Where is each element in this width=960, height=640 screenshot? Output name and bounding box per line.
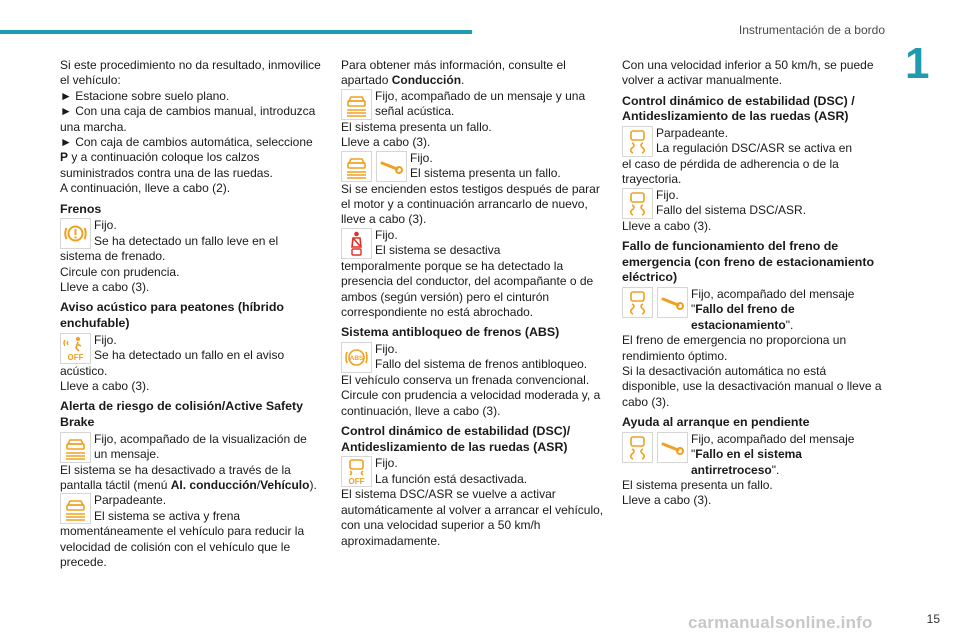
indicator-row <box>341 151 604 182</box>
section-title-colision: Alerta de riesgo de colisión/Active Safety Brake <box>60 399 304 430</box>
text: Circule con prudencia. <box>60 264 180 279</box>
indicator-row <box>622 287 885 333</box>
text: El sistema presenta un fallo. <box>622 478 773 493</box>
collision-alert-icon <box>341 89 372 120</box>
indicator-row <box>60 218 323 249</box>
text: Parpadeante. <box>656 126 729 140</box>
text: Fallo del sistema DSC/ASR. <box>656 203 807 218</box>
text: el caso de pérdida de adherencia o de la trayectoria. <box>622 157 839 187</box>
text: Lleve a cabo (3). <box>60 280 150 295</box>
dsc-icon <box>622 126 653 157</box>
paragraph: Con una velocidad inferior a 50 km/h, se puede volver a activar manualmente. <box>622 58 874 88</box>
dsc-off-icon <box>341 456 372 487</box>
paragraph: Si este procedimiento no da resultado, inmovilice el vehículo: <box>60 58 321 88</box>
indicator-row <box>341 456 604 487</box>
dsc-icon <box>622 188 653 219</box>
text: Se ha detectado un fallo en el aviso <box>94 348 285 363</box>
indicator-row <box>60 333 323 364</box>
text: " <box>691 302 696 317</box>
step: ► Con una caja de cambios manual, introduzca una marcha. <box>60 104 316 134</box>
indicator-row <box>622 432 885 478</box>
text: El sistema se desactiva <box>375 243 501 258</box>
section-title-freno-emergencia: Fallo de funcionamiento del freno de emergencia (con freno de estacionamiento eléctrico) <box>622 239 875 285</box>
text: ". <box>771 462 780 477</box>
section-title-dsc-asr: Control dinámico de estabilidad (DSC) / Antideslizamiento de las ruedas (ASR) <box>622 93 855 124</box>
text: Fijo, acompañado del mensaje <box>691 287 855 301</box>
text: El vehículo conserva un frenada convencional. Circule con prudencia a velocidad moderada y, a continuación, lleve a cabo (3). <box>341 373 601 418</box>
collision-alert-icon <box>60 493 91 524</box>
page-number: 15 <box>926 612 940 626</box>
indicator-row <box>60 493 323 524</box>
brake-warning-icon <box>60 218 91 249</box>
abs-icon <box>341 342 372 373</box>
indicator-row <box>622 126 885 157</box>
top-accent-bar <box>0 30 472 34</box>
text: Fijo. <box>656 187 679 202</box>
wrench-icon <box>657 287 688 318</box>
indicator-row <box>341 228 604 259</box>
text: Fijo. <box>94 332 117 347</box>
text: Fijo. <box>94 218 117 233</box>
bold-text: AI. conducción <box>170 478 257 493</box>
text: Si se encienden estos testigos después de parar el motor y a continuación arrancarlo de nuevo, lleve a cabo (3). <box>341 181 600 227</box>
bold-text: Vehículo <box>260 478 310 493</box>
paragraph <box>341 58 604 89</box>
bold-text: Fallo del freno de estacionamiento <box>691 302 795 332</box>
text: La regulación DSC/ASR se activa en <box>656 141 853 156</box>
text: El sistema se ha desactivado a través de la pantalla táctil (menú <box>60 462 291 493</box>
indicator-row <box>341 89 604 120</box>
icon-text: ABS <box>349 355 364 363</box>
text: ". <box>785 317 794 332</box>
wrench-icon <box>376 151 407 182</box>
text: El sistema presenta un fallo. <box>410 166 561 181</box>
text: Fallo del sistema de frenos antibloqueo. <box>375 357 588 372</box>
text: Parpadeante. <box>94 493 167 508</box>
indicator-row <box>60 432 323 463</box>
pedestrian-sound-off-icon <box>60 333 91 364</box>
indicator-row <box>341 342 604 373</box>
column-3 <box>622 58 885 509</box>
step <box>60 135 323 181</box>
text: El freno de emergencia no proporciona un rendimiento óptimo. <box>622 333 847 363</box>
text: Fijo. <box>410 150 433 165</box>
text: . <box>461 73 465 88</box>
text: La función está desactivada. <box>375 471 528 486</box>
text: temporalmente porque se ha detectado la presencia del conductor, del acompañante o de ambos (según versión) pero el cinturón correspondiente no está abrochado. <box>341 258 594 320</box>
text <box>60 463 323 494</box>
text: El sistema presenta un fallo. <box>341 119 492 134</box>
text: Fijo, acompañado de la visualización de un mensaje. <box>94 431 307 462</box>
text: " <box>691 447 696 462</box>
text: Fijo. <box>375 342 398 357</box>
seatbelt-passenger-icon <box>341 228 372 259</box>
chapter-number: 1 <box>905 39 930 88</box>
text: Fijo. <box>375 227 398 242</box>
text <box>691 447 885 478</box>
text: Lleve a cabo (3). <box>60 379 150 394</box>
text: Si la desactivación automática no está disponible, use la desactivación manual o lleve a cabo (3). <box>622 364 882 409</box>
text: El sistema DSC/ASR se vuelve a activar automáticamente al volver a arrancar el vehículo, con una velocidad superior a 50 km/h aproximadamente. <box>341 487 604 548</box>
bold-text: P <box>60 150 69 165</box>
paragraph: A continuación, lleve a cabo (2). <box>60 181 231 196</box>
text: Para obtener más información, consulte el apartado <box>341 58 566 88</box>
text: acústico. <box>60 363 108 378</box>
icon-text: OFF <box>348 477 365 487</box>
column-2 <box>341 58 604 549</box>
dsc-icon <box>622 432 653 463</box>
text: momentáneamente el vehículo para reducir la velocidad de colisión con el vehículo que le precede. <box>60 524 305 570</box>
header-title: Instrumentación de a bordo <box>738 23 885 37</box>
text: Lleve a cabo (3). <box>622 218 712 233</box>
column-1 <box>60 58 323 571</box>
text: ► Con caja de cambios automática, seleccione <box>60 135 313 150</box>
text: Lleve a cabo (3). <box>341 135 431 150</box>
collision-alert-icon <box>341 151 372 182</box>
text: Fijo, acompañado de un mensaje y una señal acústica. <box>375 88 586 119</box>
bold-text: Conducción <box>391 73 462 88</box>
watermark: carmanualsonline.info <box>688 613 873 632</box>
text: / <box>256 478 261 493</box>
section-title-frenos: Frenos <box>60 201 102 216</box>
dsc-icon <box>622 287 653 318</box>
section-title-arranque-pendiente: Ayuda al arranque en pendiente <box>622 415 810 430</box>
text <box>691 302 885 333</box>
collision-alert-icon <box>60 432 91 463</box>
section-title-aviso-acustico: Aviso acústico para peatones (híbrido enchufable) <box>60 300 284 331</box>
text: El sistema se activa y frena <box>94 508 241 523</box>
section-title-abs: Sistema antibloqueo de frenos (ABS) <box>341 325 560 340</box>
text: Fijo. <box>375 456 398 471</box>
icon-text: OFF <box>67 352 84 362</box>
indicator-row <box>622 188 885 219</box>
step: ► Estacione sobre suelo plano. <box>60 88 230 103</box>
text: Fijo, acompañado del mensaje <box>691 431 855 446</box>
wrench-icon <box>657 432 688 463</box>
section-title-dsc: Control dinámico de estabilidad (DSC)/ Antideslizamiento de las ruedas (ASR) <box>341 424 571 454</box>
bold-text: Fallo en el sistema antirretroceso <box>691 447 802 477</box>
text: sistema de frenado. <box>60 249 166 264</box>
text: y a continuación coloque los calzos suministrados contra una de las ruedas. <box>60 150 273 180</box>
text: ). <box>309 478 317 493</box>
text: Lleve a cabo (3). <box>622 493 712 508</box>
text: Se ha detectado un fallo leve en el <box>94 233 279 248</box>
